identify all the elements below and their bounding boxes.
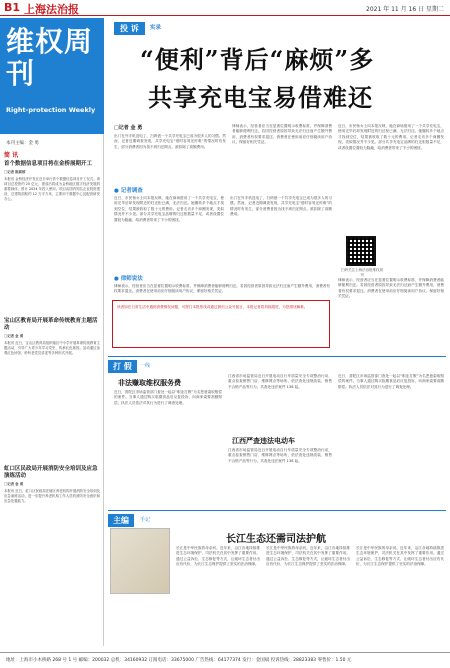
section-sub-editor-notes: 手记	[140, 517, 151, 523]
brief-body: 本报讯 近日，虹口区民政局在辖区养老机构开展消防安全培训及应急演练活动，进一步提升养老机构工作人员的消防安全意识和应急处置能力。	[4, 489, 100, 503]
brief-3	[4, 466, 100, 639]
brief-title: 虹口区民政局开展消防安全培训及应急演练活动	[4, 466, 98, 479]
footer-info: 地址：上海市小木桥路 268 号 1 号 邮编：200032 总机：34160932 订阅电话：33675000 广告热线：64177374 发行：金国斌 投诉热线：28823383 零售价：1.50 元	[0, 652, 450, 668]
brief-title: 宝山区教育局开展革命传统教育主题活动	[4, 318, 98, 331]
section-tag-editor-notes: 主编	[108, 514, 134, 527]
headline-line-1: “便利”背后“麻烦”多	[140, 45, 375, 74]
brief-title: 首个数据信息项目将在金桥展期开工	[4, 161, 93, 167]
brief-byline: □记者 陈斌婷	[4, 170, 26, 174]
brief-1	[4, 150, 100, 277]
column-title: 维权周刊	[6, 25, 94, 90]
qr-label: 扫码关注上海法治报维权周刊	[341, 268, 383, 277]
callout-text: 读者如在日常生活中遇到消费维权问题，可拨打本报热线或通过微信公众号留言，本报记者将持续跟进，为您排忧解难。	[117, 305, 308, 309]
subhead-investigation: ● 记者调查	[114, 188, 143, 194]
story-title-yangtze: 长江生态还需司法护航	[226, 534, 326, 545]
brief-byline: □记者 金 勇	[4, 334, 24, 338]
brief-body: 本报讯 近日，宝山区教育局组织辖区中小学开展革命传统教育主题活动，引导广大青少年学习党史、传承红色基因。活动通过参观红色场馆、聆听老党员讲述等多种形式开展。	[4, 341, 100, 355]
story-body-service-fee-cont: 江西省市场监管局近日开展电动自行车质量安全专项整治行动，重点检查销售门店、维修网点等场所，依法查处违规改装、销售不合格产品等行为，共查处违法案件 138 起。	[228, 374, 332, 389]
section-divider	[108, 510, 446, 511]
column-subtitle: Right-protection Weekly	[6, 106, 96, 114]
lead-paragraph: 出门在外手机没电了，扫码借一个共享充电宝已成为很多人的习惯。然而，记者近期调查发现，共享充电宝“借时容易还时难”的情况时有发生，部分消费者因为找不到归还网点，被扣除了高额费用。	[114, 134, 226, 149]
section-kicker: 投 诉	[114, 22, 145, 35]
brief-byline: □记者 金 勇	[4, 482, 24, 486]
story-body-yangtze: 长江是中华民族的母亲河。近年来，沿江各地持续推进生态环境保护，司法机关在其中发挥了重要作用。通过公益诉讼、生态修复等方式，让破坏生态者付出应有代价，为长江生态保护提供了坚实的法治保障。	[176, 546, 260, 567]
section-tag-anti-fake: 打 假	[108, 360, 137, 373]
brief-body: 本报讯 金桥经济开发区近日举行首个数据信息项目开工仪式。该项目总投资约 20 亿元，建成后将成为金桥地区数字经济发展的重要载体，预计 2024 年投入使用。项目由国内知名企业投资建设，总建筑面积约 12 万平方米，主要用于数据中心及配套研发办公。	[4, 177, 100, 201]
paper-name: 上海法治报	[24, 3, 79, 16]
story-title-service-fee: 非法赚取维权服务费	[118, 379, 181, 387]
story-body-yangtze-end: 长江是中华民族的母亲河。近年来，沿江各地持续推进生态环境保护，司法机关在其中发挥了重要作用。通过公益诉讼、生态修复等方式，让破坏生态者付出应有代价，为长江生态保护提供了坚实的法治保障。	[356, 546, 444, 567]
story-title-e-bike: 江西严查违法电动车	[232, 437, 295, 445]
page-code: B1	[4, 1, 21, 14]
lawyer-body: 律师表示，经营者应当在显著位置明示收费标准，并保障消费者能够便利归还。若因经营者原因导致无法归还而产生额外费用，消费者有权要求退还。消费者在使用前应仔细阅读用户协议，保留好相关凭证。	[114, 284, 330, 294]
investigation-body: 近日，市民杨女士向本报反映，她在商场借用了一个共享充电宝，使用完毕后却发现附近的归还柜已满，无法归还。她辗转多个地点才找到空位，结果被收取了数十元的费用。记者走访多个商圈发现，类似情况并不少见。部分共享充电宝品牌的归还柜数量不足，或者设置位置较为隐蔽，给消费者带来了不小的困扰。	[114, 196, 224, 222]
lead-closing: 律师表示，经营者应当在显著位置明示收费标准，并保障消费者能够便利归还。若因经营者原因导致无法归还而产生额外费用，消费者有权要求退还。消费者在使用前应仔细阅读用户协议，保留好相关凭证。	[338, 278, 444, 299]
subhead-lawyer: ● 律师说法	[114, 276, 143, 282]
reader-callout	[112, 300, 330, 348]
story-body-service-fee: 近日，普陀区市场监管部门查处一起以“职业打假”为名恶意索取赔偿的案件。当事人通过购买临期食品后反复投诉，向商家索要高额赔偿。执法人员依法对其行为进行了调查处理。	[114, 390, 222, 405]
issue-date: 2021 年 11 月 16 日 星期二	[366, 6, 444, 13]
section-kicker-tag: 实录	[150, 25, 162, 31]
brief-tag: 简 讯	[4, 152, 19, 159]
section-sub-anti-fake: 一线	[140, 363, 151, 369]
lead-byline: □记者 金 勇	[114, 125, 143, 131]
editor-line: 本刊主编：金 勇	[6, 141, 39, 146]
masthead	[0, 0, 450, 16]
brief-2	[4, 318, 100, 461]
section-divider	[108, 356, 446, 357]
investigation-body-cont: 出门在外手机没电了，扫码借一个共享充电宝已成为很多人的习惯。然而，记者近期调查发现，共享充电宝“借时容易还时难”的情况时有发生，部分消费者因为找不到归还网点，被扣除了高额费用。	[230, 196, 332, 217]
editor-photo	[110, 528, 170, 594]
story-body-e-bike: 江西省市场监管局近日开展电动自行车质量安全专项整治行动，重点检查销售门店、维修网点等场所，依法查处违规改装、销售不合格产品等行为，共查处违法案件 138 起。	[228, 448, 332, 463]
story-body-e-bike-cont: 近日，普陀区市场监管部门查处一起以“职业打假”为名恶意索取赔偿的案件。当事人通过购买临期食品后反复投诉，向商家索要高额赔偿。执法人员依法对其行为进行了调查处理。	[338, 374, 444, 389]
qr-code	[346, 236, 376, 266]
story-body-yangtze-cont: 长江是中华民族的母亲河。近年来，沿江各地持续推进生态环境保护，司法机关在其中发挥了重要作用。通过公益诉讼、生态修复等方式，让破坏生态者付出应有代价，为长江生态保护提供了坚实的法治保障。	[266, 546, 350, 567]
headline-line-2: 共享充电宝易借难还	[148, 83, 373, 112]
lead-paragraph-cont: 律师表示，经营者应当在显著位置明示收费标准，并保障消费者能够便利归还。若因经营者原因导致无法归还而产生额外费用，消费者有权要求退还。消费者在使用前应仔细阅读用户协议，保留好相关凭证。	[232, 124, 332, 145]
lead-paragraph-right: 近日，市民杨女士向本报反映，她在商场借用了一个共享充电宝，使用完毕后却发现附近的归还柜已满，无法归还。她辗转多个地点才找到空位，结果被收取了数十元的费用。记者走访多个商圈发现，类似情况并不少见。部分共享充电宝品牌的归还柜数量不足，或者设置位置较为隐蔽，给消费者带来了不小的困扰。	[338, 124, 444, 150]
